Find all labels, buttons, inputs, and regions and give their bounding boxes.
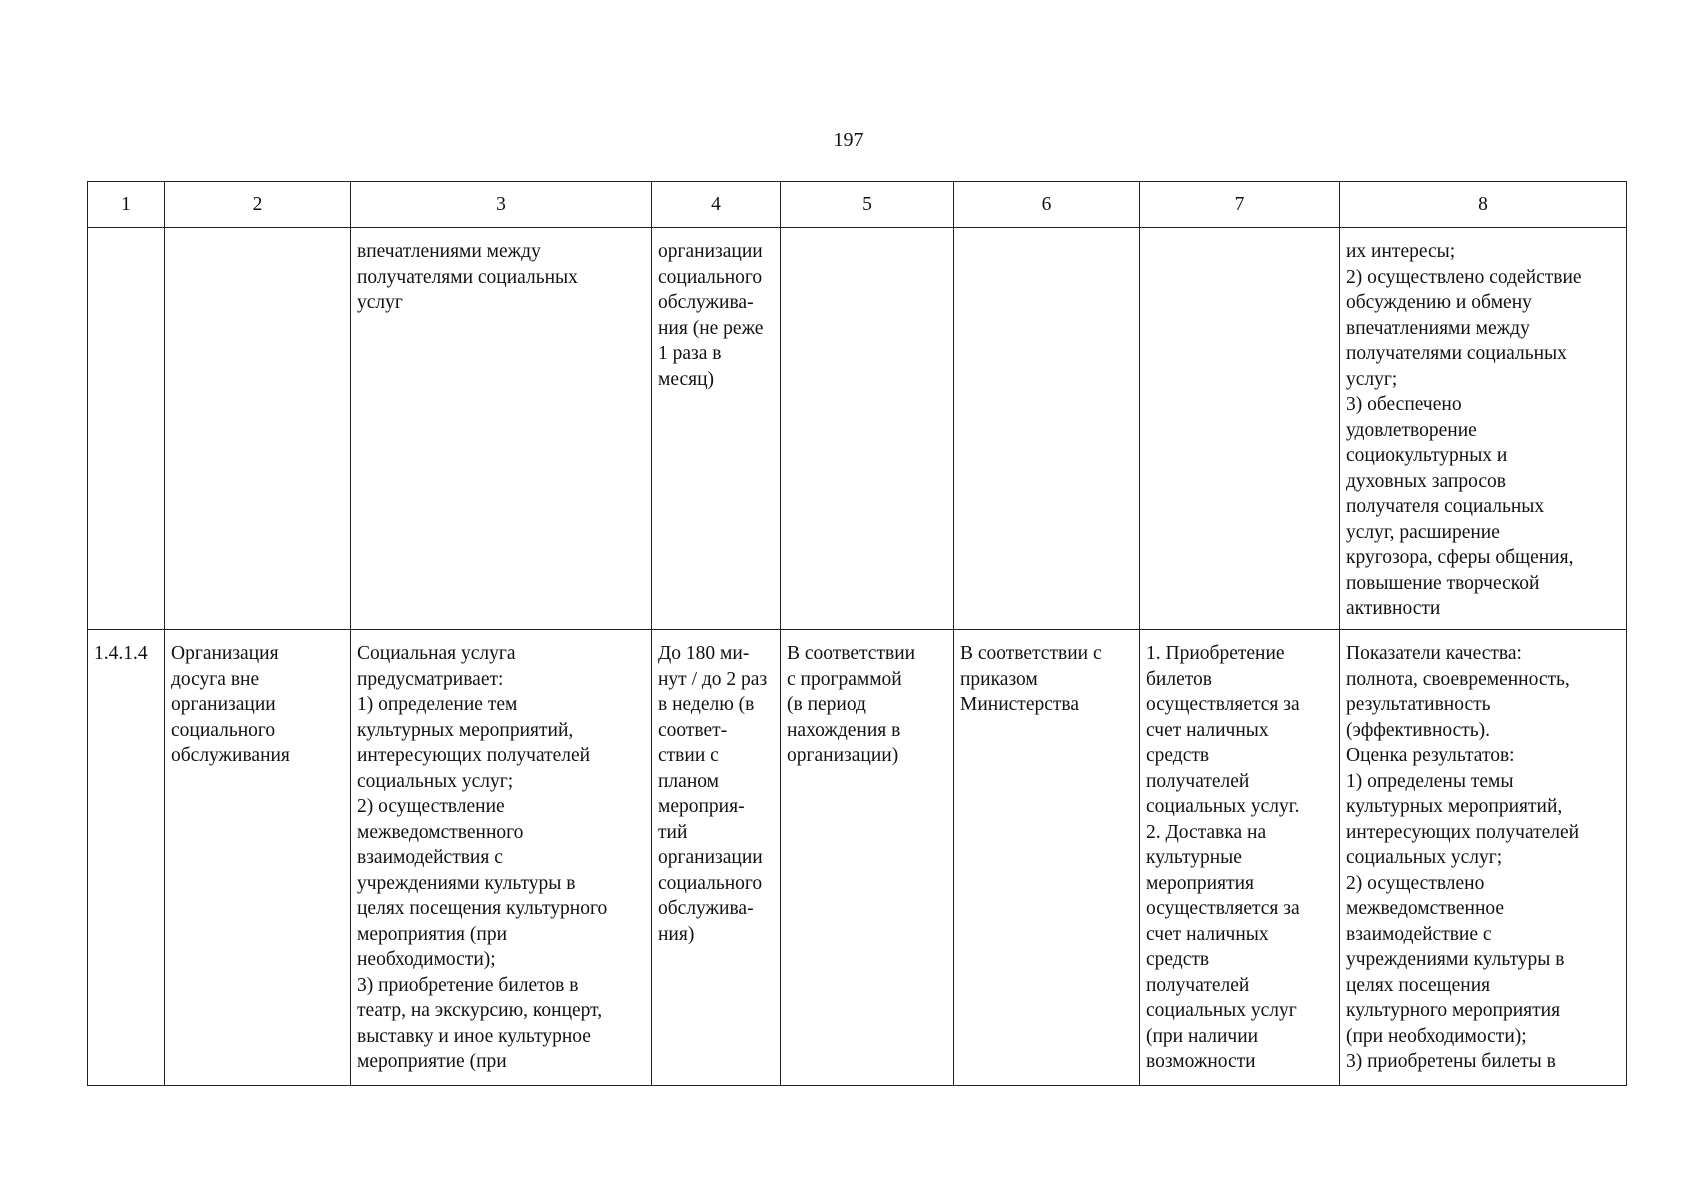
cell-service-conditions: 1. Приобретение билетов осуществляется за счет наличных средств получателей социальных услуг. 2. Доставка на культурные мероприятия осуществляется за счет наличных средств получателей социальных услуг (при наличии возможности <box>1140 630 1340 1086</box>
cell-service-description: впечатлениями между получателями социальных услуг <box>351 228 652 630</box>
cell-number <box>88 228 165 630</box>
header-col-3: 3 <box>351 182 652 228</box>
table-row <box>88 630 1627 1086</box>
cell-service-description: Социальная услуга предусматривает: 1) определение тем культурных мероприятий, интересующих получателей социальных услуг; 2) осуществление межведомственного взаимодействия с учреждениями культуры в целях посещения культурного мероприятия (при необходимости); 3) приобретение билетов в театр, на экскурсию, концерт, выставку и иное культурное мероприятие (при <box>351 630 652 1086</box>
cell-service-conditions <box>1140 228 1340 630</box>
header-col-2: 2 <box>165 182 351 228</box>
page-number: 197 <box>833 129 864 151</box>
cell-service-name: Организация досуга вне организации социального обслуживания <box>165 630 351 1086</box>
header-col-1: 1 <box>88 182 165 228</box>
header-row <box>88 182 1627 228</box>
cell-quality-indicators: их интересы; 2) осуществлено содействие обсуждению и обмену впечатлениями между получателями социальных услуг; 3) обеспечено удовлетворение социокультурных и духовных запросов получателя социальных услуг, расширение кругозора, сферы общения, повышение творческой активности <box>1340 228 1627 630</box>
cell-service-period: В соответствии с программой (в период нахождения в организации) <box>781 630 954 1086</box>
cell-service-time: организации социального обслужива- ния (не реже 1 раза в месяц) <box>652 228 781 630</box>
header-col-4: 4 <box>652 182 781 228</box>
cell-service-period <box>781 228 954 630</box>
table-row <box>88 228 1627 630</box>
cell-number: 1.4.1.4 <box>88 630 165 1086</box>
cell-quality-indicators: Показатели качества: полнота, своевременность, результативность (эффективность). Оценка результатов: 1) определены темы культурных мероприятий, интересующих получателей социальных услуг; 2) осуществлено межведомственное взаимодействие с учреждениями культуры в целях посещения культурного мероприятия (при необходимости); 3) приобретены билеты в <box>1340 630 1627 1086</box>
header-col-6: 6 <box>954 182 1140 228</box>
header-col-5: 5 <box>781 182 954 228</box>
header-col-8: 8 <box>1340 182 1627 228</box>
services-table <box>87 181 1627 1086</box>
cell-service-time: До 180 ми- нут / до 2 раз в неделю (в соответ- ствии с планом мероприя- тий организации социального обслужива- ния) <box>652 630 781 1086</box>
cell-service-tariff <box>954 228 1140 630</box>
cell-service-tariff: В соответствии с приказом Министерства <box>954 630 1140 1086</box>
cell-service-name <box>165 228 351 630</box>
header-col-7: 7 <box>1140 182 1340 228</box>
